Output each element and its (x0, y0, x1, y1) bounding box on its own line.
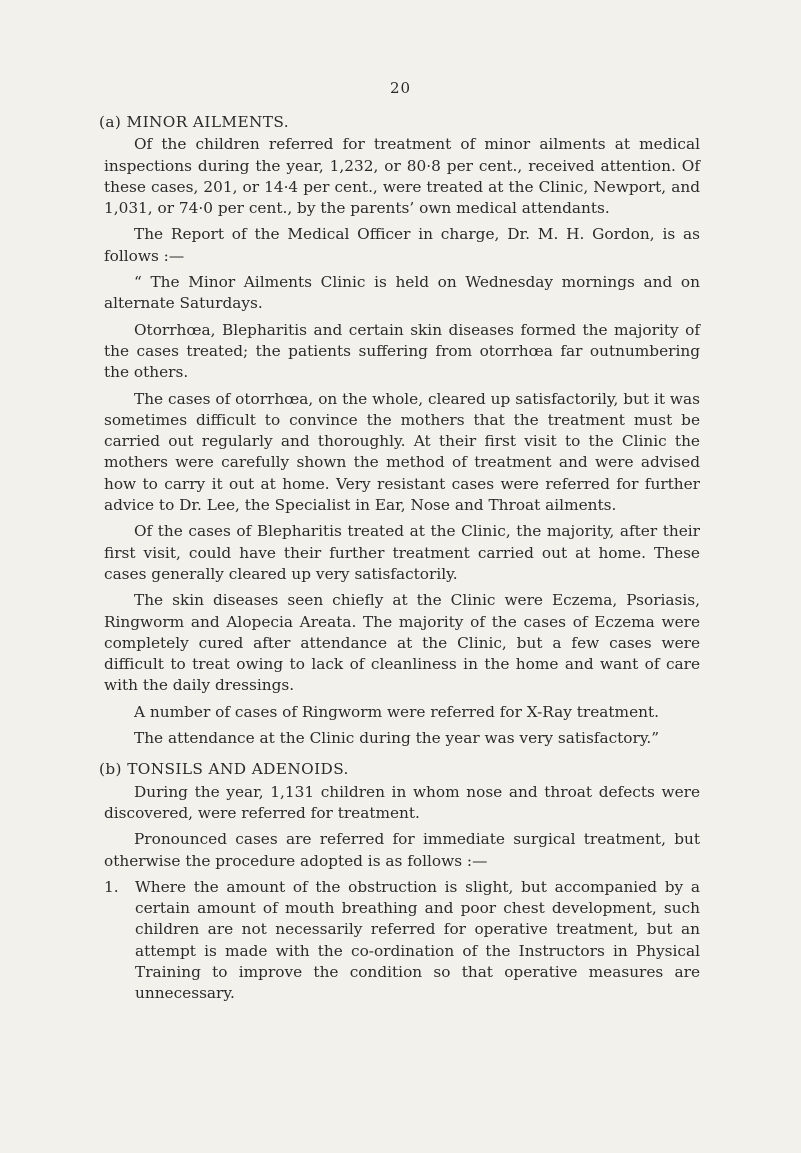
paragraph: Otorrhœa, Blepharitis and certain skin diseases formed the majority of the cases treated; the patients suffering from otorrhœa far outnumbering the others. (104, 320, 700, 382)
paragraph: The Report of the Medical Officer in charge, Dr. M. H. Gordon, is as follows :— (104, 225, 700, 265)
section-heading: (b) TONSILS AND ADENOIDS. (99, 760, 349, 779)
section-heading: (a) MINOR AILMENTS. (99, 113, 289, 131)
paragraph: The cases of otorrhœa, on the whole, cleared up satisfactorily, but it was sometimes difficult to convince the mothers that the treatment must be carried out regularly and thoroughly. At their first visit to the Clinic the mothers were carefully shown the method of treatment and were advised how to carry it out at home. Very resistant cases were referred for further advice to Dr. Lee, the Specialist in Ear, Nose and Throat ailments. (104, 389, 700, 515)
paragraph: Of the cases of Blepharitis treated at the Clinic, the majority, after their first visit, could have their further treatment carried out at home. These cases generally cleared up very satisfactorily. (104, 522, 700, 583)
procedure-list (104, 877, 700, 1005)
paragraph: “ The Minor Ailments Clinic is held on Wednesday mornings and on alternate Saturdays. (104, 273, 700, 313)
document-body (99, 112, 700, 1005)
page-number: 20 (389, 79, 412, 97)
paragraph: The skin diseases seen chiefly at the Clinic were Eczema, Psoriasis, Ringworm and Alopecia Areata. The majority of the cases of Eczema were completely cured after attendance at the Clinic, but a few cases were difficult to treat owing to lack of cleanliness in the home and want of care with the daily dressings. (104, 591, 700, 695)
list-item (104, 877, 700, 1005)
paragraph: Of the children referred for treatment of minor ailments at medical inspections during the year, 1,232, or 80·8 per cent., received attention. Of these cases, 201, or 14·4 per cent., were treated at the Clinic, Newport, and 1,031, or 74·0 per cent., by the parents’ own medical attendants. (104, 135, 700, 218)
paragraph: The attendance at the Clinic during the year was very satisfactory.” (134, 729, 660, 748)
paragraph: A number of cases of Ringworm were referred for X-Ray treatment. (134, 702, 659, 721)
paragraph: Pronounced cases are referred for immediate surgical treatment, but otherwise the procedure adopted is as follows :— (104, 830, 700, 870)
section-tonsils-adenoids (99, 759, 700, 1004)
list-item-text: Where the amount of the obstruction is slight, but accompanied by a certain amount of mouth breathing and poor chest development, such children are not necessarily referred for operative treatment, but an attempt is made with the co-ordination of the Instructors in Physical Training to improve the condition so that operative measures are unnecessary. (135, 877, 700, 1003)
list-item-number: 1. (104, 877, 119, 896)
paragraph: During the year, 1,131 children in whom nose and throat defects were discovered, were referred for treatment. (104, 782, 700, 822)
section-minor-ailments (99, 112, 700, 749)
